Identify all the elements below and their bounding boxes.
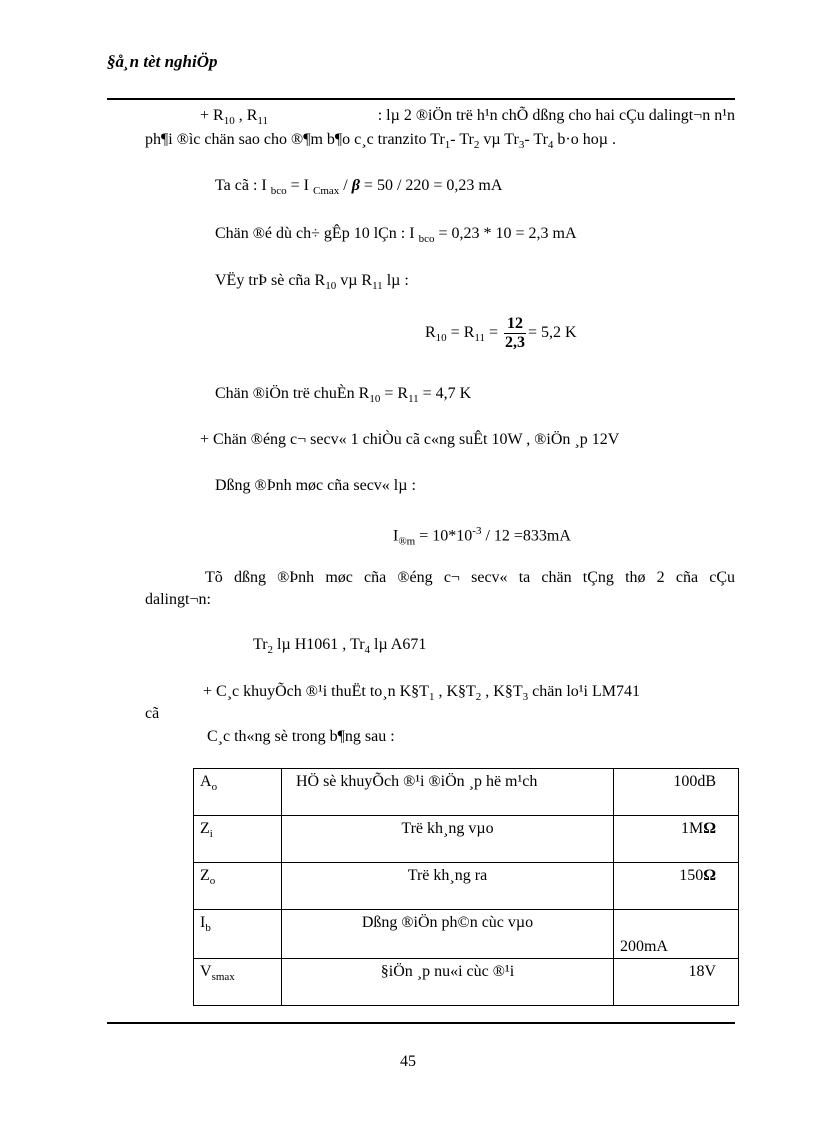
param-description: Trë kh¸ng vµo: [281, 816, 613, 863]
opamp-spec-table: [193, 768, 739, 1006]
paragraph-stage2: Tõ dßng ®Þnh møc cña ®éng c¬ secv« ta chän tÇng thø 2 cña cÇu: [205, 569, 735, 586]
param-value: 18V: [613, 959, 738, 1006]
paragraph-rated-current: Dßng ®Þnh møc cña secv« lµ :: [215, 477, 416, 494]
page-number: 45: [400, 1053, 416, 1070]
header-rule: [107, 98, 735, 100]
footer-rule: [107, 1022, 735, 1024]
equation-rated-current: $I_{®m} = 10*10^{-3} / 12 =833mA$: [393, 525, 571, 548]
param-value: 150Ω: [613, 863, 738, 910]
paragraph-servo-motor: + Chän ®éng c¬ secv« 1 chiÒu cã c«ng suÊt 10W , ®iÖn ¸p 12V: [200, 431, 620, 448]
running-header: §å¸n tèt nghiÖp: [107, 52, 218, 71]
table-row: [194, 769, 739, 816]
param-description: §iÖn ¸p nu«i cùc ®¹i: [281, 959, 613, 1006]
table-row: [194, 816, 739, 863]
paragraph-table-intro: C¸c th«ng sè trong b¶ng sau :: [207, 728, 395, 745]
paragraph-opamp-cont: cã: [145, 705, 160, 722]
param-value: 100dB: [613, 769, 738, 816]
equation-r-standard: Chän ®iÖn trë chuÈn $R_{10} = R_{11} = 4,7$ K: [215, 385, 472, 406]
table-row: [194, 863, 739, 910]
param-symbol: $Z_i$: [194, 816, 282, 863]
paragraph-r10-r11-cont: ph¶i ®ìc chän sao cho ®¶m b¶o c¸c tranzito $Tr_1-$ $Tr_2$ vµ $Tr_3-$ $Tr_4$ b·o hoµ .: [145, 131, 616, 152]
param-value: 1MΩ: [613, 816, 738, 863]
param-symbol: $V_{smax}$: [194, 959, 282, 1006]
equation-ibco: Ta cã : I $_{bco}$ = I $_{Cmax}$ / β = 50 / 220 = 0,23 mA: [215, 177, 503, 198]
param-description: HÖ sè khuyÕch ®¹i ®iÖn ¸p hë m¹ch: [281, 769, 613, 816]
paragraph-r10-r11: + $R_{10}$ , $R_{11}$ : lµ 2 ®iÖn trë h¹n chÕ dßng cho hai cÇu dalingt¬n n¹n: [200, 107, 735, 128]
table-row: [194, 959, 739, 1006]
equation-r-values-intro: VËy trÞ sè cña $R_{10}$ vµ $R_{11}$ lµ :: [215, 272, 409, 293]
param-symbol: $I_b$: [194, 910, 282, 959]
equation-r-fraction: $R_{10} = R_{11}$ = $\frac{12}{2,3}$ = 5,2 K: [425, 314, 577, 351]
param-description: Dßng ®iÖn ph©n cùc vµo: [281, 910, 613, 959]
equation-ibco-x10: Chän ®é dù ch÷ gÊp 10 lÇn : I $_{bco}$ = 0,23 * 10 = 2,3 mA: [215, 225, 577, 246]
param-symbol: $A_o$: [194, 769, 282, 816]
fraction: $\frac{12}{2,3}$: [505, 314, 525, 351]
paragraph-opamp: + C¸c khuyÕch ®¹i thuËt to¸n $K\S T_1$ , $K\S T_2$ , $K\S T_3$ chän lo¹i LM741: [203, 683, 640, 704]
param-symbol: $Z_o$: [194, 863, 282, 910]
paragraph-stage2-cont: dalingt¬n:: [145, 591, 211, 608]
param-value: 200mA: [613, 910, 738, 959]
param-description: Trë kh¸ng ra: [281, 863, 613, 910]
transistor-models: $Tr_2$ lµ H1061 , $Tr_4$ lµ A671: [253, 636, 427, 657]
table-row: [194, 910, 739, 959]
